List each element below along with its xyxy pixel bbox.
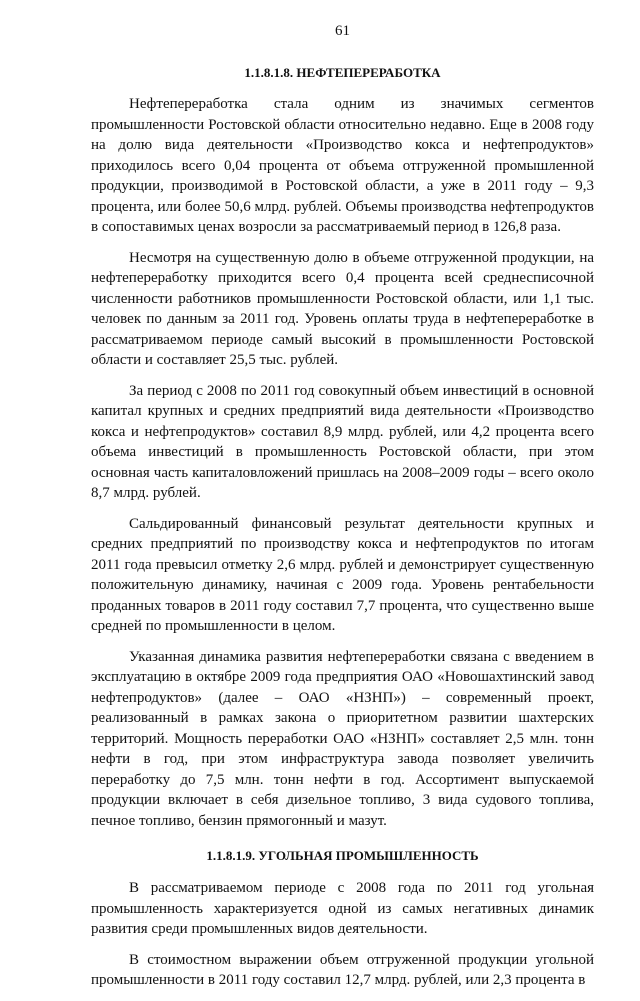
paragraph: В рассматриваемом периоде с 2008 года по 2011 год угольная промышленность характеризуется одной из самых негативных динамик развития среди промышленных видов деятельности. [91, 880, 594, 937]
document-page [91, 22, 594, 1001]
paragraph: В стоимостном выражении объем отгруженной продукции угольной промышленности в 2011 году составил 12,7 млрд. рублей, или 2,3 процента в [91, 951, 594, 988]
paragraph: Несмотря на существенную долю в объеме отгруженной продукции, на нефтепереработку приходится всего 0,4 процента всей среднесписочной численности работников промышленности Ростовской области, или 1,1 тыс. человек по данным за 2011 год. Уровень оплаты труда в нефтепереработке в рассматриваемом периоде самый высокий в промышленности Ростовской области и составляет 25,5 тыс. рублей. [91, 249, 594, 368]
paragraph: За период с 2008 по 2011 год совокупный объем инвестиций в основной капитал крупных и средних предприятий вида деятельности «Производство кокса и нефтепродуктов» составил 8,9 млрд. рублей, или 4,2 процента всего объема инвестиций в промышленность Ростовской области, при этом основная часть капиталовложений пришлась на 2008–2009 годы – всего около 8,7 млрд. рублей. [91, 382, 594, 501]
section-heading: 1.1.8.1.8. НЕФТЕПЕРЕРАБОТКА [244, 65, 441, 80]
page-number: 61 [335, 23, 350, 39]
section-heading: 1.1.8.1.9. УГОЛЬНАЯ ПРОМЫШЛЕННОСТЬ [206, 848, 479, 863]
section-oil-refining [91, 64, 594, 831]
paragraph: Нефтепереработка стала одним из значимых сегментов промышленности Ростовской области относительно недавно. Еще в 2008 году на долю вида деятельности «Производство кокса и нефтепродуктов» приходилось всего 0,04 процента от объема отгруженной промышленной продукции, производимой в Ростовской области, а уже в 2011 году – 9,3 процента, или более 50,6 млрд. рублей. Объемы производства нефтепродуктов в сопоставимых ценах возросли за рассматриваемый период в 126,8 раза. [91, 96, 594, 235]
section-coal-industry [91, 847, 594, 991]
paragraph: Указанная динамика развития нефтепереработки связана с введением в эксплуатацию в октябре 2009 года предприятия ОАО «Новошахтинский завод нефтепродуктов» (далее – ОАО «НЗНП») – современный проект, реализованный в рамках закона о приоритетном развитии шахтерских территорий. Мощность переработки ОАО «НЗНП» составляет 2,5 млн. тонн нефти в год, при этом инфраструктура завода позволяет увеличить переработку до 7,5 млн. тонн нефти в год. Ассортимент выпускаемой продукции включает в себя дизельное топливо, 3 вида судового топлива, печное топливо, бензин прямогонный и мазут. [91, 648, 594, 829]
paragraph: Сальдированный финансовый результат деятельности крупных и средних предприятий по производству кокса и нефтепродуктов по итогам 2011 года превысил отметку 2,6 млрд. рублей и демонстрирует существенную положительную динамику, начиная с 2009 года. Уровень рентабельности проданных товаров в 2011 году составил 7,7 процента, что существенно выше средней по промышленности в целом. [91, 515, 594, 634]
